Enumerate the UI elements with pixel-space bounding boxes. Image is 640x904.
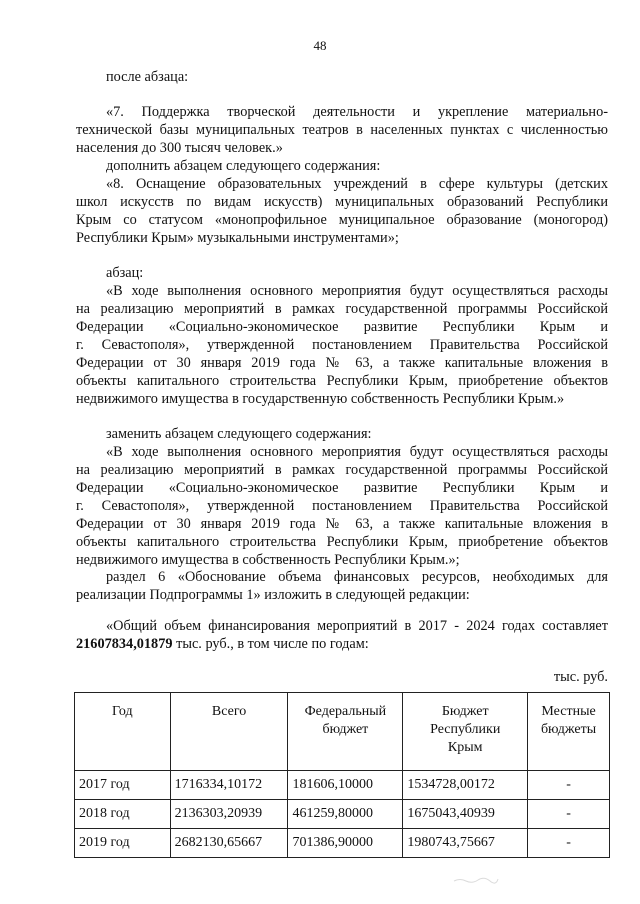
table-cell: - bbox=[528, 771, 610, 800]
text-line: «8. Оснащение образовательных учреждений в сфере культуры (детских bbox=[106, 176, 608, 192]
text-line: дополнить абзацем следующего содержания: bbox=[106, 158, 381, 174]
text-line: школ искусств по видам искусств) муниципальных образований Республики bbox=[76, 194, 608, 210]
text-line: реализации Подпрограммы 1» изложить в следующей редакции: bbox=[76, 587, 470, 603]
text-line: недвижимого имущества в государственную собственность Республики Крым.» bbox=[76, 391, 565, 407]
table-row bbox=[75, 800, 610, 829]
table-cell: 2019 год bbox=[75, 829, 171, 858]
table-cell: 181606,10000 bbox=[288, 771, 403, 800]
units-label: тыс. руб. bbox=[553, 669, 608, 685]
text-line: недвижимого имущества в собственность Республики Крым.»; bbox=[76, 552, 460, 568]
table-header-cell bbox=[288, 693, 403, 771]
total-sentence-line1: «Общий объем финансирования мероприятий в 2017 - 2024 годах составляет bbox=[106, 618, 608, 634]
table-header-cell bbox=[528, 693, 610, 771]
table-cell: 1716334,10172 bbox=[170, 771, 288, 800]
text-line: Федерации от 30 января 2019 года № 63, а также капитальные вложения в bbox=[76, 355, 608, 371]
text-line: «7. Поддержка творческой деятельности и укрепление материально- bbox=[106, 104, 608, 120]
table-header-text: бюджет bbox=[322, 722, 369, 737]
table-cell: 2682130,65667 bbox=[170, 829, 288, 858]
table-row bbox=[75, 829, 610, 858]
table-cell: 701386,90000 bbox=[288, 829, 403, 858]
table-header-row bbox=[75, 693, 610, 771]
table-cell: - bbox=[528, 800, 610, 829]
text-line: г. Севастополя», утвержденной постановлением Правительства Российской bbox=[76, 337, 608, 353]
table-cell: 1675043,40939 bbox=[403, 800, 528, 829]
table-cell: 2136303,20939 bbox=[170, 800, 288, 829]
table-header-text: Местные bbox=[541, 704, 596, 719]
table-header-text: Федеральный bbox=[304, 704, 387, 719]
table-header-text: Крым bbox=[447, 740, 483, 755]
text-line: Федерации от 30 января 2019 года № 63, а также капитальные вложения в bbox=[76, 516, 608, 532]
text-line: на реализацию мероприятий в рамках государственной программы Российской bbox=[76, 301, 608, 317]
table-header-cell bbox=[170, 693, 288, 771]
table-cell: 2017 год bbox=[75, 771, 171, 800]
text-line: г. Севастополя», утвержденной постановлением Правительства Российской bbox=[76, 498, 608, 514]
total-sentence-line2 bbox=[76, 635, 608, 653]
table-header-text: бюджеты bbox=[540, 722, 597, 737]
table-header-cell bbox=[403, 693, 528, 771]
text-line: «В ходе выполнения основного мероприятия будут осуществляться расходы bbox=[106, 283, 608, 299]
table-header-text: Год bbox=[112, 704, 133, 719]
total-sentence-rest: тыс. руб., в том числе по годам: bbox=[172, 636, 369, 652]
text-line: «В ходе выполнения основного мероприятия будут осуществляться расходы bbox=[106, 444, 608, 460]
table-header-cell bbox=[75, 693, 171, 771]
page-number: 48 bbox=[313, 38, 327, 53]
scan-artifact bbox=[452, 876, 500, 884]
financing-table bbox=[74, 692, 610, 858]
total-amount: 21607834,01879 bbox=[76, 636, 173, 652]
text-line: объекты капитального строительства Республики Крым, приобретение объектов bbox=[76, 373, 608, 389]
text-line: после абзаца: bbox=[106, 69, 189, 85]
text-line: на реализацию мероприятий в рамках государственной программы Российской bbox=[76, 462, 608, 478]
table-cell: - bbox=[528, 829, 610, 858]
table-cell: 1534728,00172 bbox=[403, 771, 528, 800]
text-line: Республики Крым» музыкальными инструментами»; bbox=[76, 230, 399, 246]
table-cell: 1980743,75667 bbox=[403, 829, 528, 858]
text-line: раздел 6 «Обоснование объема финансовых ресурсов, необходимых для bbox=[106, 569, 608, 585]
text-line: абзац: bbox=[106, 265, 144, 281]
text-line: населения до 300 тысяч человек.» bbox=[76, 140, 283, 156]
table-row bbox=[75, 771, 610, 800]
text-line: технической базы муниципальных театров в населенных пунктах с численностью bbox=[76, 122, 608, 138]
text-line: Федерации «Социально-экономическое развитие Республики Крым и bbox=[76, 480, 608, 496]
text-line: Крым со статусом «монопрофильное муниципальное образование (моногород) bbox=[76, 212, 608, 228]
text-line: заменить абзацем следующего содержания: bbox=[106, 426, 372, 442]
table-header-text: Бюджет bbox=[441, 704, 489, 719]
table-header-text: Всего bbox=[211, 704, 247, 719]
text-line: Федерации «Социально-экономическое развитие Республики Крым и bbox=[76, 319, 608, 335]
table-cell: 461259,80000 bbox=[288, 800, 403, 829]
table-header-text: Республики bbox=[430, 722, 501, 737]
table-cell: 2018 год bbox=[75, 800, 171, 829]
text-line: объекты капитального строительства Республики Крым, приобретение объектов bbox=[76, 534, 608, 550]
